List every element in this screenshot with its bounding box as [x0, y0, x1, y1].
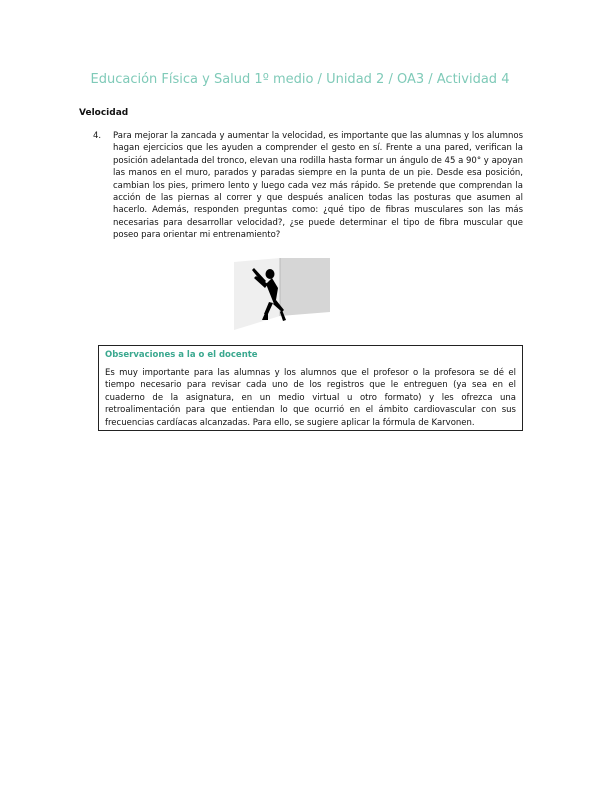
observations-title: Observaciones a la o el docente	[105, 350, 258, 360]
section-title: Velocidad	[79, 108, 129, 118]
observations-body: Es muy importante para las alumnas y los alumnos que el profesor o la profesora se dé el tiempo necesario para revisar cada uno de los registros que le entreguen (ya sea en el cuaderno de la asignatura, en un medio virtual u otro formato) y les ofrezca una retroalimentación para que entiendan lo que ocurrió en el ámbito cardiovascular con sus frecuencias cardíacas alcanzadas. Para ello, se sugiere aplicar la fórmula de Karvonen.	[105, 368, 516, 428]
teacher-observations-box	[98, 345, 523, 431]
item-number: 4.	[93, 131, 102, 141]
wall-push-illustration	[232, 254, 332, 332]
wall-exercise-figure	[232, 254, 332, 332]
list-item	[93, 130, 523, 242]
item-text: Para mejorar la zancada y aumentar la velocidad, es importante que las alumnas y los alumnos hagan ejercicios que les ayuden a comprender el gesto en sí. Frente a una pared, verifican la posición adelantada del tronco, elevan una rodilla hasta formar un ángulo de 45 a 90° y apoyan las manos en el muro, parados y paradas siempre en la punta de un pie. Desde esa posición, cambian los pies, primero lento y luego cada vez más rápido. Se pretende que comprendan la acción de las piernas al correr y que después analicen todas las posturas que asumen al hacerlo. Además, responden preguntas como: ¿qué tipo de fibras musculares son las más necesarias para desarrollar velocidad?, ¿se puede determinar el tipo de fibra muscular que poseo para orientar mi entrenamiento?	[113, 131, 523, 241]
page-header: Educación Física y Salud 1º medio / Unidad 2 / OA3 / Actividad 4	[90, 72, 510, 87]
wall-panel	[280, 258, 330, 316]
